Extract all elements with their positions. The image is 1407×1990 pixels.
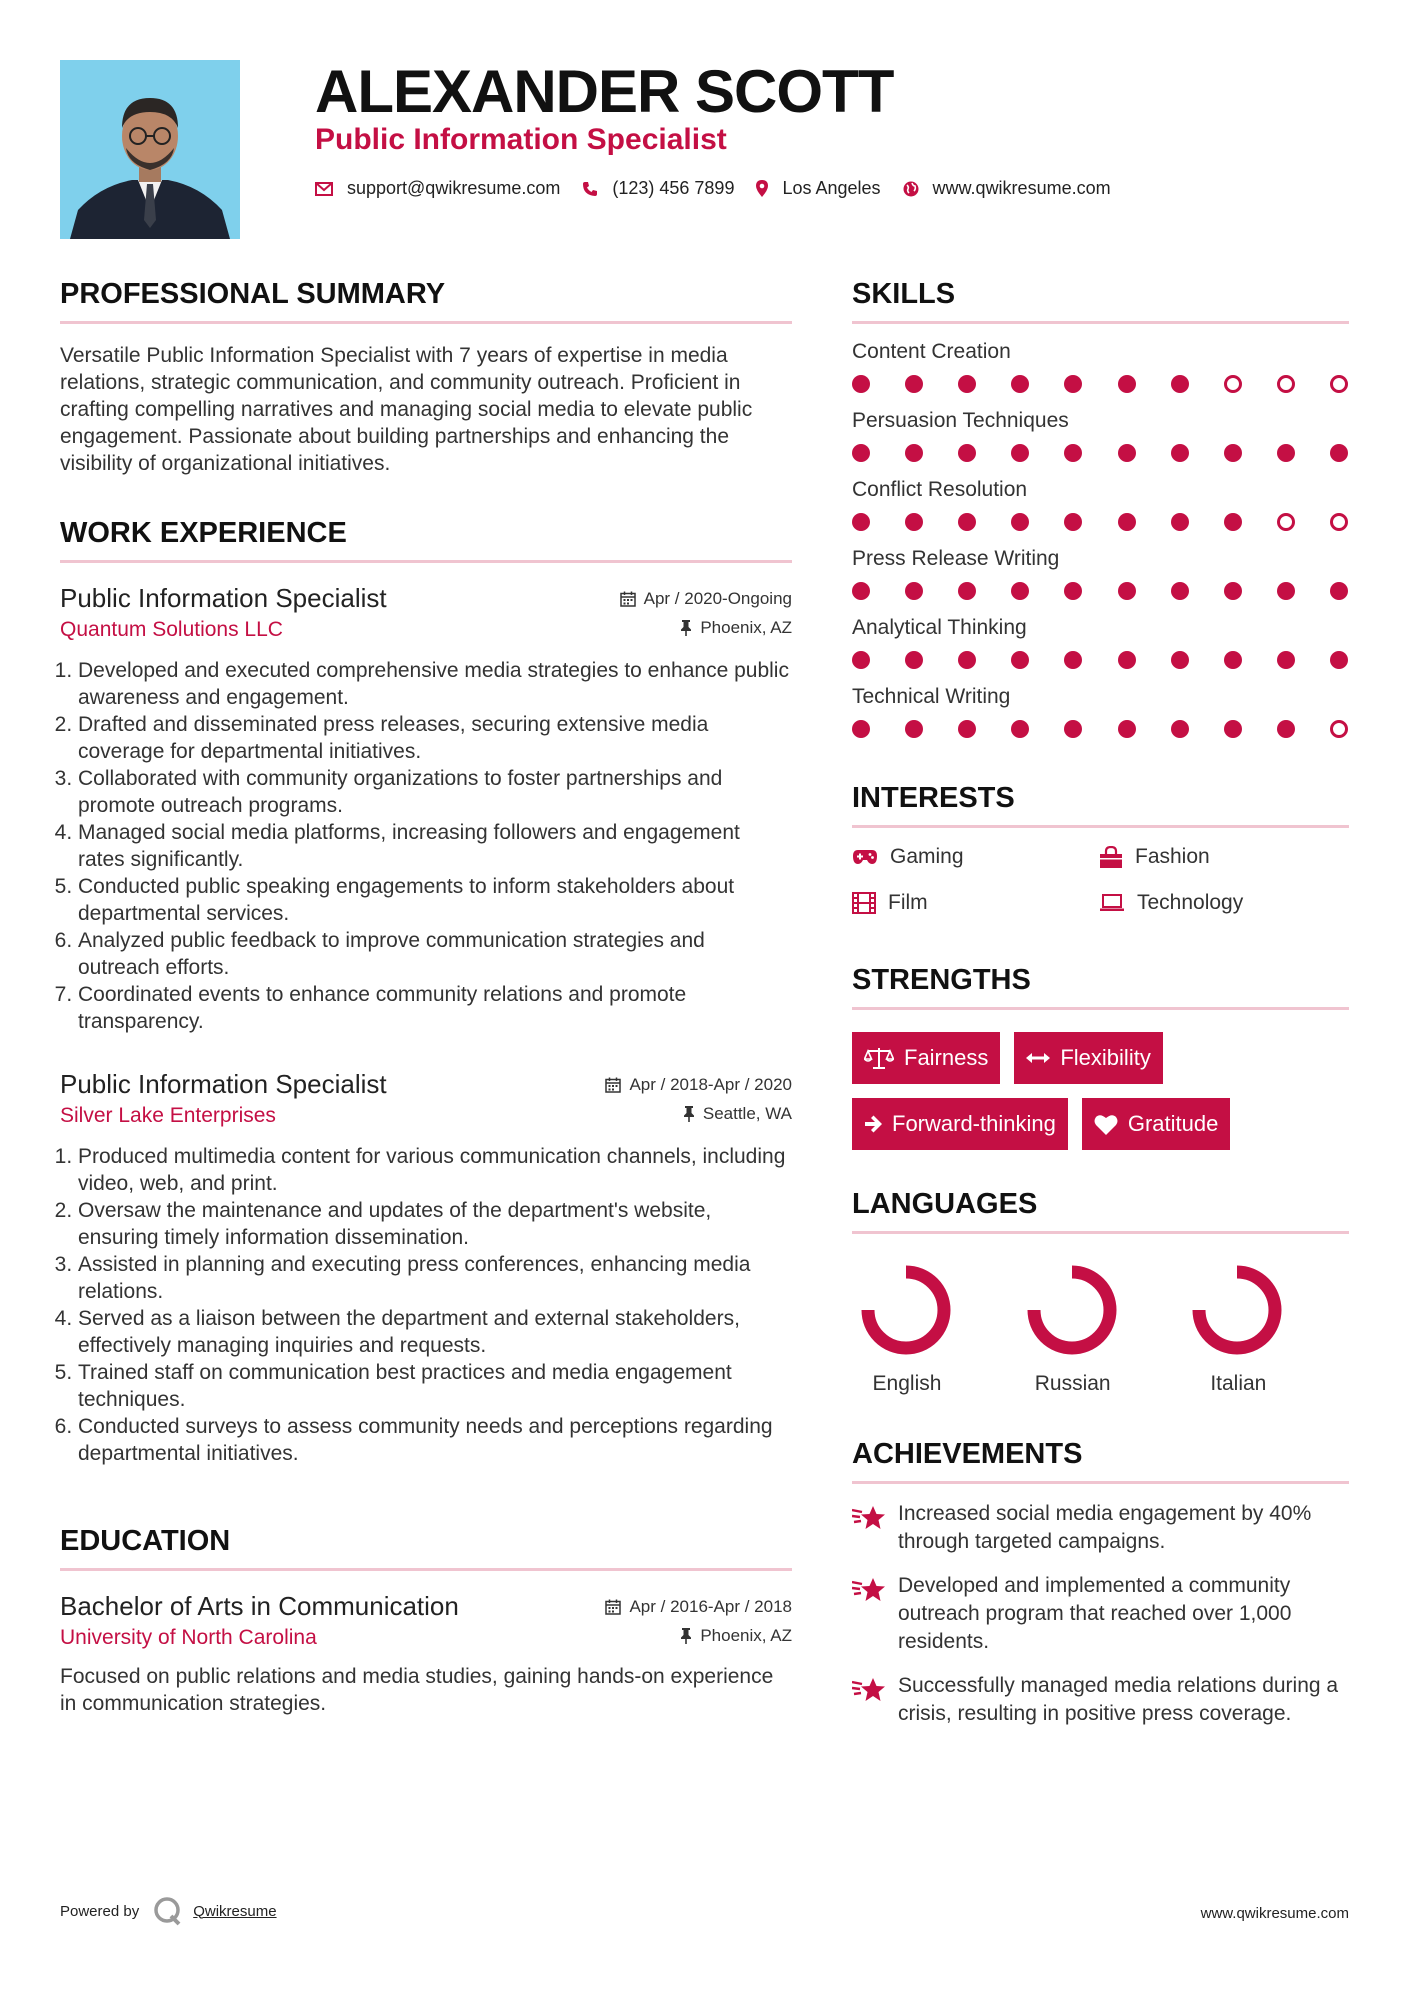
strength-label: Gratitude — [1127, 1111, 1219, 1136]
strengths-section — [852, 962, 1349, 1150]
achievements-section — [852, 1436, 1349, 1728]
interest-item — [852, 888, 1099, 918]
rating-dot-filled — [1011, 720, 1029, 738]
balance-scale-icon — [864, 1047, 894, 1069]
rating-dot-filled — [1171, 651, 1189, 669]
contact-email[interactable] — [315, 178, 560, 199]
arrow-right-icon — [864, 1115, 882, 1133]
pushpin-icon — [680, 620, 692, 636]
star-achievement-icon — [852, 1504, 886, 1532]
rating-dot-filled — [1330, 444, 1348, 462]
contact-phone-text: (123) 456 7899 — [612, 178, 735, 198]
footer-powered-by — [60, 1896, 277, 1926]
strength-tag — [852, 1032, 1000, 1084]
footer-website[interactable]: www.qwikresume.com — [1200, 1905, 1349, 1922]
language-item — [852, 1262, 1018, 1396]
qwikresume-logo-icon — [153, 1896, 183, 1926]
achievements-list — [852, 1500, 1349, 1728]
interest-item — [1099, 842, 1349, 872]
language-level-arc — [1034, 1272, 1110, 1348]
rating-dot-filled — [852, 651, 870, 669]
contact-website[interactable] — [903, 178, 1111, 199]
experience-heading: WORK EXPERIENCE — [60, 515, 792, 563]
achievement-text: Successfully managed media relations during a crisis, resulting in positive press coverage. — [898, 1674, 1339, 1725]
strength-label: Forward-thinking — [892, 1111, 1056, 1136]
interest-label: Gaming — [890, 845, 964, 868]
rating-dot-filled — [1171, 444, 1189, 462]
achievement-item — [852, 1500, 1349, 1556]
candidate-name: ALEXANDER SCOTT — [315, 58, 894, 125]
gamepad-icon — [852, 849, 878, 865]
job-company: Silver Lake Enterprises — [60, 1104, 276, 1127]
rating-dot-filled — [1118, 651, 1136, 669]
contact-phone[interactable] — [582, 178, 734, 199]
rating-dot-filled — [958, 720, 976, 738]
language-item — [1183, 1262, 1349, 1396]
pushpin-icon — [683, 1106, 695, 1122]
skill-name: Technical Writing — [852, 685, 1011, 708]
rating-dot-filled — [1011, 582, 1029, 600]
skill-rating — [852, 513, 1349, 531]
language-level-gauge — [858, 1262, 954, 1358]
strength-label: Flexibility — [1060, 1045, 1151, 1070]
heart-icon — [1094, 1114, 1118, 1135]
job-bullets — [60, 1143, 792, 1467]
summary-heading: PROFESSIONAL SUMMARY — [60, 276, 792, 324]
education-entry — [60, 1589, 792, 1717]
rating-dot-filled — [1118, 375, 1136, 393]
person-portrait-icon — [60, 60, 240, 239]
rating-dot-filled — [1171, 375, 1189, 393]
skill-name: Analytical Thinking — [852, 616, 1027, 639]
job-title: Public Information Specialist — [60, 583, 387, 613]
rating-dot-filled — [958, 444, 976, 462]
rating-dot-filled — [1224, 582, 1242, 600]
education-location — [680, 1626, 792, 1646]
star-achievement-icon — [852, 1676, 886, 1704]
summary-text: Versatile Public Information Specialist with 7 years of expertise in media relations, strategic communication, and community outreach. Proficient in crafting compelling narratives and managing social media to elevate public engagement. Passionate about building partnerships and enhancing the visibility of organizational initiatives. — [60, 344, 753, 475]
achievement-text: Developed and implemented a community outreach program that reached over 1,000 residents. — [898, 1574, 1292, 1653]
rating-dot-filled — [852, 582, 870, 600]
envelope-icon — [315, 182, 333, 196]
job-location — [680, 618, 792, 638]
contact-bar — [315, 178, 1133, 199]
skill-rating — [852, 651, 1349, 669]
rating-dot-filled — [958, 375, 976, 393]
rating-dot-empty — [1330, 513, 1348, 531]
interest-label: Film — [888, 891, 928, 914]
job-bullet: 4. Served as a liaison between the department and external stakeholders, effectively managing inquiries and requests. — [78, 1305, 792, 1359]
rating-dot-filled — [1277, 582, 1295, 600]
rating-dot-filled — [1224, 720, 1242, 738]
rating-dot-filled — [1118, 582, 1136, 600]
rating-dot-filled — [1118, 720, 1136, 738]
language-level-arc — [868, 1272, 944, 1348]
rating-dot-filled — [1330, 582, 1348, 600]
skill-name: Conflict Resolution — [852, 478, 1028, 501]
interest-item — [1099, 888, 1349, 918]
film-icon — [852, 892, 876, 914]
rating-dot-filled — [1330, 651, 1348, 669]
education-dates-text: Apr / 2016-Apr / 2018 — [629, 1597, 792, 1616]
skill-name: Press Release Writing — [852, 547, 1060, 570]
job-location — [683, 1104, 792, 1124]
job-entry — [60, 1067, 792, 1467]
experience-section — [60, 515, 792, 1467]
language-name: English — [872, 1372, 942, 1395]
rating-dot-empty — [1224, 375, 1242, 393]
strength-tag — [1014, 1032, 1162, 1084]
rating-dot-filled — [1224, 444, 1242, 462]
job-bullets — [60, 657, 792, 1035]
skills-heading: SKILLS — [852, 276, 1349, 324]
job-bullet: 4. Managed social media platforms, increasing followers and engagement rates significantly. — [78, 819, 792, 873]
languages-list — [852, 1262, 1349, 1396]
rating-dot-filled — [905, 582, 923, 600]
rating-dot-filled — [1011, 513, 1029, 531]
rating-dot-filled — [905, 375, 923, 393]
rating-dot-filled — [1011, 651, 1029, 669]
achievement-item — [852, 1572, 1349, 1656]
strength-label: Fairness — [904, 1045, 989, 1070]
globe-icon — [903, 181, 919, 197]
job-entry — [60, 581, 792, 1035]
rating-dot-filled — [958, 651, 976, 669]
skill-rating — [852, 375, 1349, 393]
contact-location — [756, 178, 880, 199]
job-bullet: 3. Assisted in planning and executing press conferences, enhancing media relations. — [78, 1251, 792, 1305]
job-bullet: 6. Conducted surveys to assess community needs and perceptions regarding departmental initiatives. — [78, 1413, 792, 1467]
interest-label: Fashion — [1135, 845, 1210, 868]
phone-icon — [582, 181, 598, 197]
language-level-arc — [1199, 1272, 1275, 1348]
achievement-item — [852, 1672, 1349, 1728]
interests-section — [852, 780, 1349, 918]
rating-dot-filled — [1224, 651, 1242, 669]
rating-dot-filled — [852, 444, 870, 462]
shopping-bag-icon — [1099, 846, 1123, 868]
language-name: Russian — [1034, 1372, 1111, 1395]
interest-item — [852, 842, 1099, 872]
calendar-icon — [605, 1077, 621, 1093]
skill-item — [852, 476, 1349, 531]
star-achievement-icon — [852, 1576, 886, 1604]
rating-dot-filled — [1277, 720, 1295, 738]
calendar-icon — [605, 1599, 621, 1615]
skill-item — [852, 545, 1349, 600]
skill-name: Content Creation — [852, 340, 1011, 363]
rating-dot-filled — [1224, 513, 1242, 531]
rating-dot-filled — [1171, 582, 1189, 600]
job-bullet: 2. Drafted and disseminated press releases, securing extensive media coverage for departmental initiatives. — [78, 711, 792, 765]
language-level-gauge — [1024, 1262, 1120, 1358]
rating-dot-filled — [1011, 375, 1029, 393]
skill-rating — [852, 720, 1349, 738]
job-location-text: Phoenix, AZ — [700, 618, 792, 637]
job-dates-text: Apr / 2020-Ongoing — [643, 589, 792, 608]
skill-name: Persuasion Techniques — [852, 409, 1069, 432]
summary-section — [60, 276, 792, 477]
job-dates — [605, 1075, 792, 1095]
job-title: Public Information Specialist — [60, 1069, 387, 1099]
education-dates — [605, 1597, 792, 1617]
language-name: Italian — [1210, 1372, 1267, 1395]
job-dates — [620, 589, 792, 609]
skills-section — [852, 276, 1349, 738]
job-bullet: 6. Analyzed public feedback to improve communication strategies and outreach efforts. — [78, 927, 792, 981]
education-heading: EDUCATION — [60, 1523, 792, 1571]
interests-heading: INTERESTS — [852, 780, 1349, 828]
rating-dot-filled — [1171, 720, 1189, 738]
laptop-icon — [1099, 894, 1125, 912]
rating-dot-filled — [905, 720, 923, 738]
rating-dot-filled — [1277, 444, 1295, 462]
calendar-icon — [620, 591, 636, 607]
rating-dot-filled — [852, 513, 870, 531]
job-bullet: 1. Developed and executed comprehensive media strategies to enhance public awareness and engagement. — [78, 657, 792, 711]
language-level-gauge — [1189, 1262, 1285, 1358]
degree-title: Bachelor of Arts in Communication — [60, 1591, 459, 1621]
strengths-list — [852, 1032, 1272, 1150]
job-bullet: 2. Oversaw the maintenance and updates of the department's website, ensuring timely information dissemination. — [78, 1197, 792, 1251]
rating-dot-filled — [1064, 375, 1082, 393]
rating-dot-filled — [958, 582, 976, 600]
achievement-text: Increased social media engagement by 40% through targeted campaigns. — [898, 1502, 1312, 1553]
job-bullet: 5. Trained staff on communication best practices and media engagement techniques. — [78, 1359, 792, 1413]
rating-dot-filled — [1064, 651, 1082, 669]
languages-section — [852, 1186, 1349, 1396]
job-bullet: 5. Conducted public speaking engagements to inform stakeholders about departmental services. — [78, 873, 792, 927]
skill-rating — [852, 582, 1349, 600]
rating-dot-filled — [1064, 720, 1082, 738]
education-text: Focused on public relations and media studies, gaining hands-on experience in communication strategies. — [60, 1665, 774, 1715]
job-bullet: 3. Collaborated with community organizations to foster partnerships and promote outreach programs. — [78, 765, 792, 819]
rating-dot-filled — [905, 513, 923, 531]
language-item — [1018, 1262, 1184, 1396]
contact-email-text: support@qwikresume.com — [347, 178, 561, 198]
job-bullet: 7. Coordinated events to enhance community relations and promote transparency. — [78, 981, 792, 1035]
strength-tag — [1082, 1098, 1231, 1150]
rating-dot-empty — [1277, 375, 1295, 393]
school-name: University of North Carolina — [60, 1626, 317, 1649]
skills-list — [852, 338, 1349, 738]
rating-dot-filled — [1118, 513, 1136, 531]
rating-dot-filled — [1064, 582, 1082, 600]
rating-dot-filled — [852, 375, 870, 393]
job-company: Quantum Solutions LLC — [60, 618, 283, 641]
contact-location-text: Los Angeles — [782, 178, 881, 198]
job-dates-text: Apr / 2018-Apr / 2020 — [629, 1075, 792, 1094]
map-marker-icon — [756, 180, 768, 197]
contact-website-text: www.qwikresume.com — [932, 178, 1111, 198]
qwikresume-link[interactable]: Qwikresume — [193, 1902, 277, 1920]
rating-dot-empty — [1330, 375, 1348, 393]
pushpin-icon — [680, 1628, 692, 1644]
right-column — [852, 276, 1349, 1728]
languages-heading: LANGUAGES — [852, 1186, 1349, 1234]
skill-item — [852, 407, 1349, 462]
job-bullet: 1. Produced multimedia content for various communication channels, including video, web, and print. — [78, 1143, 792, 1197]
left-column — [60, 276, 792, 1717]
arrows-horizontal-icon — [1026, 1052, 1050, 1064]
skill-item — [852, 614, 1349, 669]
interest-label: Technology — [1137, 891, 1244, 914]
rating-dot-empty — [1330, 720, 1348, 738]
rating-dot-filled — [852, 720, 870, 738]
rating-dot-filled — [1064, 444, 1082, 462]
skill-item — [852, 338, 1349, 393]
interests-list — [852, 842, 1349, 918]
skill-rating — [852, 444, 1349, 462]
rating-dot-filled — [1064, 513, 1082, 531]
education-location-text: Phoenix, AZ — [700, 1626, 792, 1645]
job-location-text: Seattle, WA — [702, 1104, 792, 1123]
rating-dot-filled — [1277, 651, 1295, 669]
rating-dot-filled — [905, 651, 923, 669]
strengths-heading: STRENGTHS — [852, 962, 1349, 1010]
achievements-heading: ACHIEVEMENTS — [852, 1436, 1349, 1484]
candidate-title: Public Information Specialist — [315, 123, 727, 156]
rating-dot-filled — [1171, 513, 1189, 531]
education-section — [60, 1523, 792, 1717]
rating-dot-filled — [1011, 444, 1029, 462]
skill-item — [852, 683, 1349, 738]
rating-dot-filled — [1118, 444, 1136, 462]
rating-dot-filled — [958, 513, 976, 531]
profile-photo — [60, 60, 240, 239]
rating-dot-filled — [905, 444, 923, 462]
rating-dot-empty — [1277, 513, 1295, 531]
strength-tag — [852, 1098, 1068, 1150]
powered-by-text: Powered by — [60, 1902, 140, 1920]
